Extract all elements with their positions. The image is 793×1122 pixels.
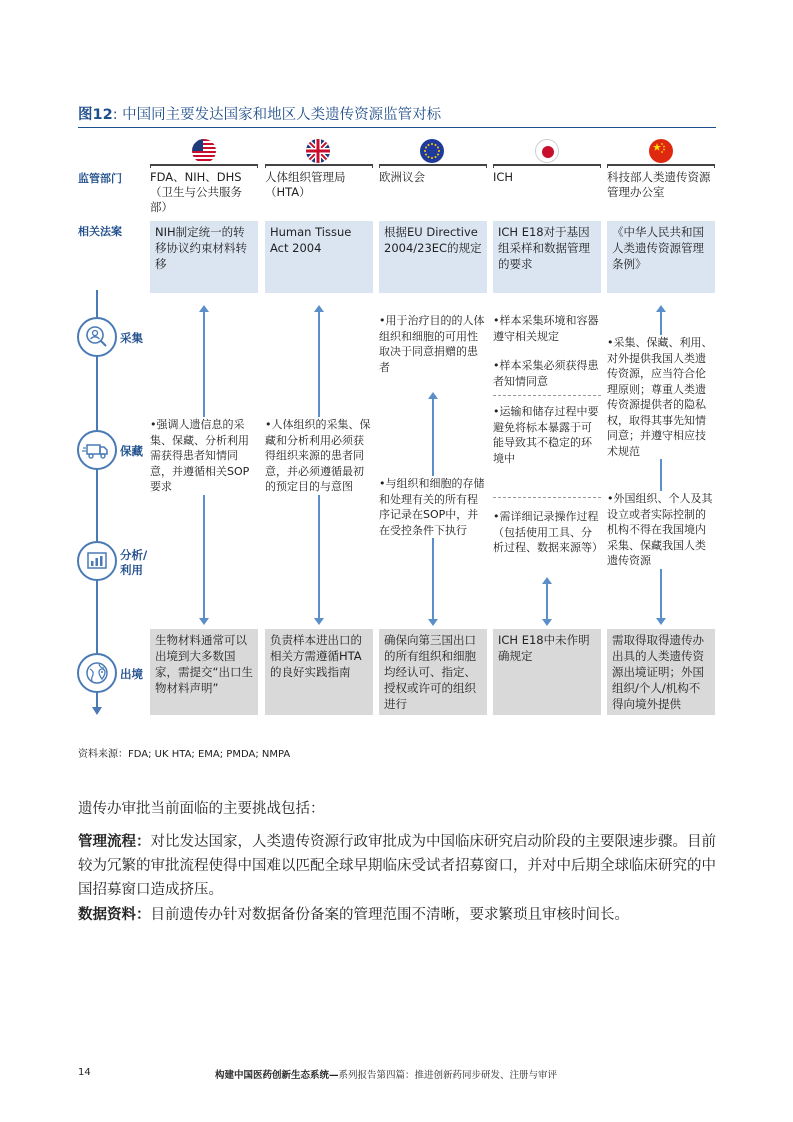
- law-uk: Human Tissue Act 2004: [265, 221, 373, 293]
- japan-flag-icon: [535, 139, 559, 163]
- law-ich: ICH E18对于基因组采样和数据管理的要求: [493, 221, 601, 293]
- export-us: 生物材料通常可以出境到大多数国家，需提交“出口生物材料声明”: [150, 629, 258, 715]
- us-flag-icon: [192, 139, 216, 163]
- footer-title: [215, 1067, 557, 1081]
- point-data-lead: 数据资料：: [78, 906, 151, 923]
- column-header-line: [493, 164, 601, 168]
- point-management-lead: 管理流程：: [78, 833, 151, 850]
- middle-eu-text-2: •与组织和细胞的存储和处理有关的所有程序记录在SOP中，并在受控条件下执行: [379, 476, 487, 538]
- law-china: 《中华人民共和国人类遗传资源管理条例》: [607, 221, 715, 293]
- column-header-line: [150, 164, 258, 168]
- stage-label-export: 出境: [120, 667, 143, 681]
- middle-ich-text-4: •需详细记录操作过程（包括使用工具、分析过程、数据来源等）: [493, 510, 603, 554]
- footer-title-bold: 构建中国医药创新生态系统—: [215, 1070, 339, 1081]
- china-flag-icon: [649, 139, 673, 163]
- stage-label-analyze-line1: 分析/: [120, 548, 148, 562]
- dashed-divider: [493, 497, 601, 498]
- middle-uk-text: •人体组织的采集、保藏和分析利用必须获得组织来源的患者同意，并必须遵循最初的预定目的与意图: [265, 417, 373, 495]
- stage-label-analyze-line2: 利用: [120, 563, 143, 577]
- dept-uk: 人体组织管理局（HTA）: [265, 170, 346, 199]
- chart-icon: [77, 541, 117, 581]
- dept-us: FDA、NIH、DHS（卫生与公共服务部）: [150, 170, 242, 214]
- middle-us-text: •强调人遗信息的采集、保藏、分析利用需获得患者知情同意，并遵循相关SOP要求: [150, 417, 258, 495]
- middle-ich-text-3: •运输和储存过程中要避免将标本暴露于可能导致其不稳定的环境中: [493, 404, 601, 466]
- column-header-line: [265, 164, 373, 168]
- middle-ich-text-1: •样本采集环境和容器遵守相关规定: [493, 313, 601, 344]
- middle-china-text-2: •外国组织、个人及其设立或者实际控制的机构不得在我国境内采集、保藏我国人类遗传资源: [607, 491, 715, 569]
- point-data: [78, 903, 718, 927]
- figure-label: 图12: [78, 107, 113, 123]
- column-header-line: [607, 164, 715, 168]
- globe-pin-icon: [77, 653, 117, 693]
- middle-china-text-1: •采集、保藏、利用、对外提供我国人类遗传资源，应当符合伦理原则；尊重人类遗传资源提供者的隐私权，取得其事先知情同意；并遵守相应技术规范: [607, 335, 715, 459]
- point-data-text: 目前遗传办针对数据备份备案的管理范围不清晰，要求繁琐且审核时间长。: [150, 907, 629, 923]
- dept-eu: 欧洲议会: [379, 170, 425, 184]
- figure-title-text: : 中国同主要发达国家和地区人类遗传资源监管对标: [112, 107, 442, 123]
- middle-ich-text-2: •样本采集必须获得患者知情同意: [493, 358, 601, 389]
- middle-eu-text-1: •用于治疗目的的人体组织和细胞的可用性取决于同意捐赠的患者: [379, 313, 487, 375]
- range-arrow: [546, 583, 548, 620]
- dept-china: 科技部人类遗传资源管理办公室: [607, 170, 711, 199]
- stage-label-analyze: [120, 548, 147, 578]
- title-rule: [78, 127, 716, 128]
- law-us: NIH制定统一的转移协议约束材料转移: [150, 221, 258, 293]
- export-uk: 负责样本进出口的相关方需遵循HTA的良好实践指南: [265, 629, 373, 715]
- row-label-dept: 监管部门: [78, 172, 122, 185]
- point-management-text: 对比发达国家，人类遗传资源行政审批成为中国临床研究启动阶段的主要限速步骤。目前较为冗繁的审批流程使得中国难以匹配全球早期临床受试者招募窗口，并对中后期全球临床研究的中国招募窗口造成挤压。: [78, 834, 716, 898]
- export-china: 需取得取得遗传办出具的人类遗传资源出境证明；外国组织/个人/机构不得向境外提供: [607, 629, 715, 715]
- magnifier-person-icon: [77, 317, 117, 357]
- point-management: [78, 830, 718, 902]
- timeline-arrow-icon: [92, 707, 102, 715]
- dept-ich: ICH: [493, 170, 514, 184]
- page-number: 14: [78, 1067, 91, 1078]
- figure-title: [78, 103, 441, 124]
- export-ich: ICH E18中未作明确规定: [493, 629, 601, 715]
- uk-flag-icon: [306, 139, 330, 163]
- eu-flag-icon: [420, 139, 444, 163]
- dashed-divider: [493, 395, 601, 396]
- stage-label-collect: 采集: [120, 331, 143, 345]
- column-header-line: [379, 164, 487, 168]
- footer-title-rest: 系列报告第四篇：推进创新药同步研发、注册与审评: [338, 1070, 558, 1081]
- stage-label-store: 保藏: [120, 444, 143, 458]
- intro-paragraph: 遗传办审批当前面临的主要挑战包括：: [78, 801, 325, 817]
- export-eu: 确保向第三国出口的所有组织和细胞均经认可、指定、授权或许可的组织进行: [379, 629, 487, 715]
- law-eu: 根据EU Directive 2004/23EC的规定: [379, 221, 487, 293]
- figure-source: 资料来源：FDA; UK HTA; EMA; PMDA; NMPA: [78, 749, 291, 760]
- truck-icon: [77, 430, 117, 470]
- row-label-law: 相关法案: [78, 225, 122, 238]
